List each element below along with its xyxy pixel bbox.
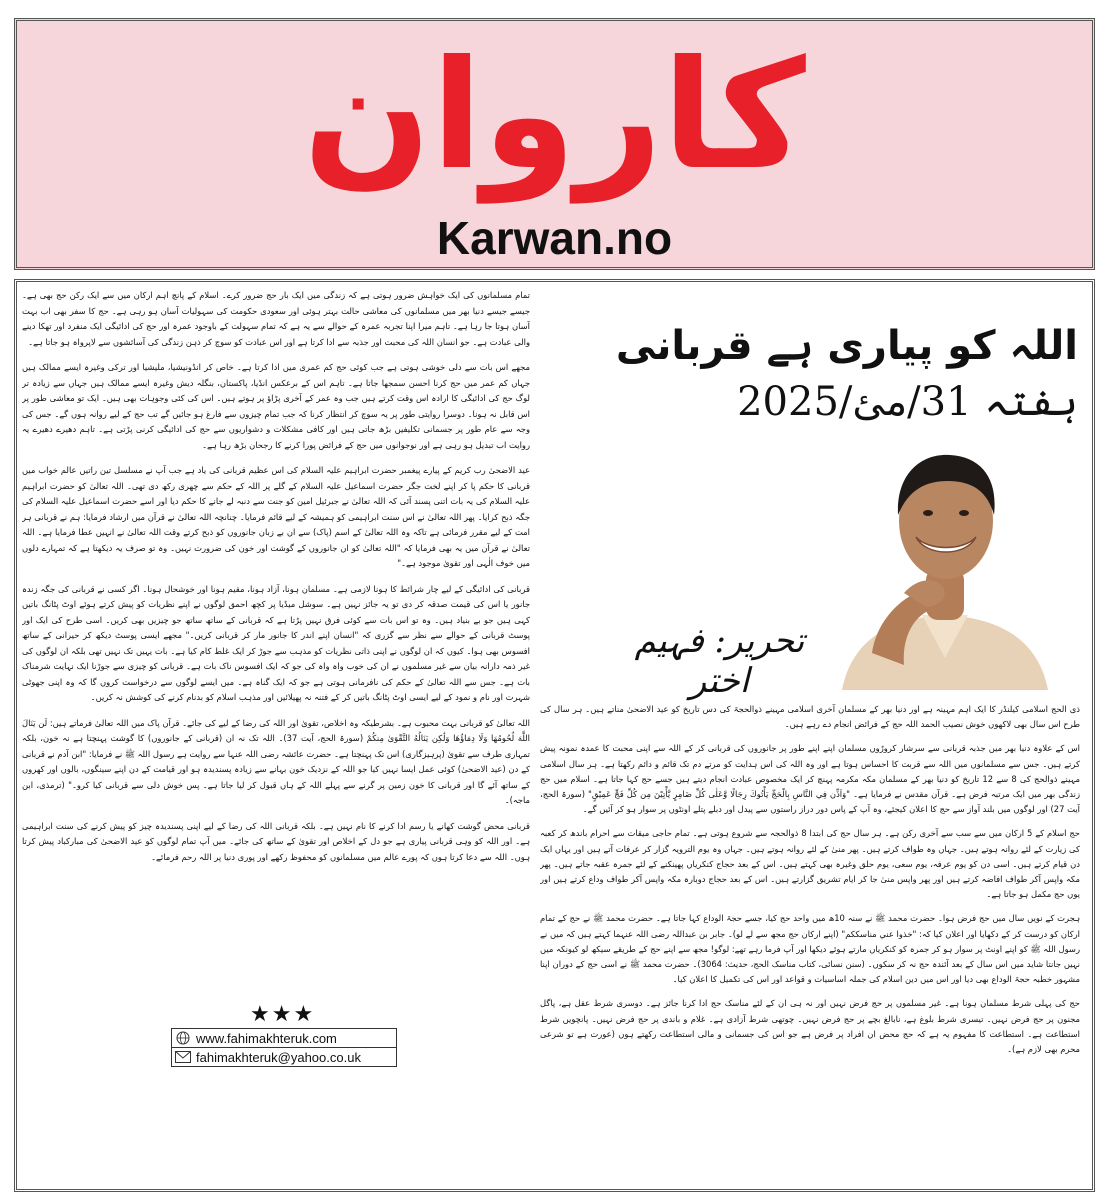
email-row[interactable]: [172, 1047, 396, 1066]
left-paragraph: عید الاضحیٰ رب کریم کے پیارے پیغمبر حضرت ابراہیم علیہ السلام کی اس عظیم قربانی کی یاد ہے جب آپ نے مسلسل تین راتیں عالم خواب میں قربانی کا حکم پا کر اپنے لخت جگر حضرت اسماعیل علیہ السلام کے گلے پر اللہ کے حکم سے چھری رکھ دی تھی۔ اللہ تعالیٰ کو حضرت ابراہیم علیہ السلام کی یہ بات اتنی پسند آئی کہ اللہ تعالیٰ نے جبرئیل امین کو جنت سے دنبہ لے جانے کا حکم دیا اور اسے حضرت اسماعیل علیہ السلام کی جگہ ذبح کرایا۔ پھر اللہ تعالیٰ نے اس سنت ابراہیمی کو ہمیشہ کے لیے قائم فرمایا۔ چنانچہ اللہ تعالیٰ نے قرآن میں ارشاد فرمایا: ہم نے قربانی ہر امت کے لیے مقرر فرمائی ہے تاکہ وہ اللہ تعالیٰ کے اسم (پاک) سے ان بے زبان جانوروں کو ذبح کرتے وقت اللہ تعالیٰ نے انہیں عطا فرمایا ہے۔ اللہ تعالیٰ نے قرآن میں یہ بھی فرمایا کہ "اللہ تعالیٰ کو ان جانوروں کے گوشت اور خون کی ضرورت نہیں۔ وہ تو صرف یہ دیکھتا ہے کہ تمہارے دلوں میں خوف الٰہی اور تقویٰ موجود ہے۔": [22, 465, 530, 568]
title-block: [538, 318, 1078, 430]
left-column: [22, 288, 530, 1088]
left-paragraph: تمام مسلمانوں کی ایک خواہش ضرور ہوتی ہے کہ زندگی میں ایک بار حج ضرور کرے۔ اسلام کے پانچ اہم ارکان میں سے ایک رکن حج بھی ہے۔ جیسے جیسے دنیا بھر میں مسلمانوں کی معاشی حالت بہتر ہوئی اور سعودی حکومت کی سہولیات آسان ہو رہی ہے۔ حج کا سفر بھی اب بہت آسان ہوتا جا رہا ہے۔ تاہم میرا اپنا تجربہ عمرہ کے حوالے سے یہ ہے کہ تمام سہولت کے باوجود عمرہ اور حج کی ادائیگی ایک منفرد اور تھکا دینے والی عبادت ہے۔ جو انسان اللہ کی محبت اور جذبہ سے ادا کرتا ہے اور اس عبادت کو سوچ کر ذہن زندگی کی آسائشوں سے لاپرواہ ہو جاتا ہے۔: [22, 290, 530, 347]
right-paragraph: ذی الحج اسلامی کیلنڈر کا ایک اہم مہینہ ہے اور دنیا بھر کے مسلمان آخری اسلامی مہینے ذوالحجۃ کی دس تاریخ کو عید الاضحیٰ مناتے ہیں۔ ہر سال کی طرح اس سال بھی لاکھوں خوش نصیب الحمد اللہ حج کے فرائض انجام دے رہے ہیں۔: [540, 704, 1080, 730]
right-paragraph: ہجرت کے نویں سال میں حج فرض ہوا۔ حضرت محمد ﷺ نے سنہ 10ھ میں واحد حج کیا، جسے حجۃ الوداع کہا جاتا ہے۔ حضرت محمد ﷺ نے حج کے تمام ارکان کو درست کر کے دکھایا اور اعلان کیا کہ: "خذوا عني مناسككم" (اپنے ارکان حج مجھ سے لے لو)۔ جابر بن عبداللہ رضی اللہ عنہما کہتے ہیں کہ میں نے رسول اللہ ﷺ کو اپنے اونٹ پر سوار ہو کر جمرہ کو کنکریاں مارتے ہوئے دیکھا اور آپ فرما رہے تھے: لوگو! مجھ سے اپنے حج کے طریقے سیکھ لو کیونکہ میں نہیں جانتا شاید میں اس سال کے بعد آئندہ حج نہ کر سکوں۔ (سنن نسائی، کتاب مناسک الحج، حدیث: 3064)۔ حضرت محمد ﷺ نے اسی حج کے دوران اپنا مشہور خطبہ حجۃ الوداع بھی دیا اور اس میں دین اسلام کی جملہ اساسیات و قواعد اور اس کی تکمیل کا اعلان کیا۔: [540, 913, 1080, 985]
right-paragraph: اس کے علاوہ دنیا بھر میں جذبہ قربانی سے سرشار کروڑوں مسلمان اپنے اپنے طور پر جانوروں کی قربانی کر کے اللہ سے اپنی محبت کا عمدہ نمونہ پیش کرتے ہیں۔ جس سے مسلمانوں میں اللہ سے قربت کا احساس ہوتا ہے اور وہ اللہ کی اس ہدایت کو مرتے دم تک قائم و دائم رکھتا ہے۔ ہر سال اسلامی مہینے ذوالحج کی 8 سے 12 تاریخ کو دنیا بھر کے مسلمان مکہ مکرمہ پہنچ کر ایک مخصوص عبادت انجام دیتے ہیں جسے حج کہا جاتا ہے۔ اسلام میں حج زندگی بھر میں ایک مرتبہ فرض ہے۔ قرآن مقدس نے فرمایا ہے۔ "وَاَذِّن فِي النَّاسِ بِالْحَجِّ يَأْتُوكَ رِجَالًا وَّعَلٰى كُلِّ ضَامِرٍ يَّأْتِيْنَ مِن كُلِّ فَجٍّ عَمِيْقٍ" (سورۃ الحج، آیت 27) اور لوگوں میں بلند آواز سے حج کا اعلان کیجئے، وہ آپ کے پاس دور دراز راستوں سے پیدل اور دبلے پتلے اونٹوں پر سوار ہو کر آئیں گے۔: [540, 743, 1080, 815]
masthead-logo: کاروان: [303, 29, 806, 203]
separator-stars: ★★★: [250, 1002, 316, 1027]
right-paragraph: حج کی پہلی شرط مسلمان ہونا ہے۔ غیر مسلموں پر حج فرض نہیں اور نہ ہی ان کے لئے مناسک حج ادا کرنا جائز ہے۔ دوسری شرط عقل ہے، پاگل مجنون پر حج فرض نہیں۔ تیسری شرط بلوغ ہے، نابالغ بچے پر حج فرض نہیں۔ چوتھی شرط آزادی ہے۔ غلام و باندی پر حج فرض نہیں۔ پانچویں شرط استطاعت ہے۔ استطاعت کا مفہوم یہ ہے کہ حج محض ان افراد پر فرض ہے جو اس کی جسمانی و مالی استطاعت رکھتے ہوں (عورت ہے تو شرعی محرم بھی لازم ہے)۔: [540, 998, 1080, 1055]
website-link[interactable]: www.fahimakhteruk.com: [196, 1030, 337, 1046]
email-link[interactable]: fahimakhteruk@yahoo.co.uk: [196, 1049, 361, 1065]
right-paragraph: حج اسلام کے 5 ارکان میں سے سب سے آخری رکن ہے۔ ہر سال حج کی ابتدا 8 ذوالحجہ سے شروع ہوتی ہے۔ تمام حاجی میقات سے احرام باندھ کر کعبہ کی زیارت کے لئے روانہ ہوتے ہیں۔ جہاں وہ طواف کرتے ہیں۔ پھر منیٰ کے لئے روانہ ہوتے ہیں۔ جہاں وہ یوم الترویہ گزار کر عرفات آتے ہیں اور یہاں ایک دن قیام کرتے ہیں۔ اسی دن کو یوم عرفہ، یوم سعی، یوم حلق وغیرہ بھی کہتے ہیں۔ اس کے بعد حجاج کنکریاں پھینکنے کے لئے جمرہ عقبہ جاتے ہیں۔ پھر مکہ واپس آکر طواف افاضہ کرتے ہیں اور پھر واپس منیٰ جا کر ایام تشریق گزارتے ہیں۔ اس کے بعد حجاج دوبارہ مکہ واپس آکر طواف وداع کرتے ہیں اور یوں حج مکمل ہو جاتا ہے۔: [540, 828, 1080, 900]
byline: تحریر: فہیم اختر: [634, 621, 805, 701]
left-paragraph: قربانی محض گوشت کھانے یا رسم ادا کرنے کا نام نہیں ہے۔ بلکہ قربانی اللہ کی رضا کے لیے اپنی پسندیدہ چیز کو پیش کرنے کی سنت ابراہیمی ہے۔ اور اللہ کو وہی قربانی پیاری ہے جو دل کے اخلاص اور تقویٰ کے ساتھ کی جائے۔ میں آپ تمام لوگوں کو عید الاضحیٰ کی مبارکباد پیش کرتا ہوں۔ اللہ سے دعا کرتا ہوں کہ پورے عالم میں مسلمانوں کو محفوظ رکھے اور پوری دنیا پر اللہ رحم فرمائے۔: [22, 820, 530, 862]
article-date: ہفتہ 31/مئ/2025: [737, 379, 1078, 425]
masthead-domain[interactable]: Karwan.no: [436, 212, 673, 264]
left-paragraph: قربانی کی ادائیگی کے لیے چار شرائط کا ہونا لازمی ہے۔ مسلمان ہونا، آزاد ہونا، مقیم ہونا اور خوشحال ہونا۔ اگر کسی نے قربانی کی جگہ زندہ جانور یا اس کی قیمت صدقہ کر دی تو یہ جائز نہیں ہے۔ سوشل میڈیا پر کچھ احمق لوگوں نے اپنے نظریات کو پیش کرتے ہوئے اوٹ پٹانگ باتیں کہی ہیں جو بے بنیاد ہیں۔ وہ تو اس بات سے کوئی فرق نہیں پڑتا ہے کہ قربانی کے ساتھ ساتھ جو چیزیں بھی کریں۔ اسی طرح کی ایک اور پوسٹ قربانی کے حوالے سے نظر سے گزری کہ "انسان اپنے اندر کا جانور مار کر قربانی کریں۔" مجھے ایسی پوسٹ دیکھ کر حیرانی کے ساتھ افسوس بھی ہوا۔ کیوں کہ ان لوگوں نے اپنی ذاتی نظریات کو مذہب سے جوڑ کر ایک غلط کام کیا ہے۔ بات یہیں تک نہیں تھی بلکہ ان لوگوں کی غیر ذمہ دارانہ بیان سے غیر مسلموں نے ان کی خوب واہ واہ کی جو کہ ایک افسوس ناک بات ہے۔ قربانی کو چیزی سے جوڑنا ایک نہایت شرمناک بات ہے۔ جس سے اللہ تعالیٰ کے حکم کی نافرمانی ہوتی ہے جو کہ ایک گناہ ہے۔ میں ایسے لوگوں سے درخواست کروں گا کہ وہ اپنی جھوٹی شہرت اور نام و نمود کے لیے ایسی اوٹ پٹانگ باتیں کر کے فتنہ نہ پھیلائیں اور مذہب اسلام کو بدنام کرنے کی کوشش نہ کریں۔: [22, 583, 530, 702]
article-headline: اللہ کو پیاری ہے قربانی: [615, 323, 1078, 369]
website-row[interactable]: [172, 1029, 396, 1047]
contact-box: [171, 1028, 397, 1067]
left-paragraph: اللہ تعالیٰ کو قربانی بہت محبوب ہے۔ بشرطیکہ وہ اخلاص، تقویٰ اور اللہ کی رضا کے لیے کی جائے۔ قرآن پاک میں اللہ تعالیٰ فرماتے ہیں: لَن يَنَالَ اللَّهَ لُحُومُهَا وَلَا دِمَاؤُهَا وَلَٰكِن يَنَالُهُ التَّقْوَىٰ مِنكُمْ (سورۃ الحج، آیت 37)۔ اللہ تک نہ ان (قربانی کے جانوروں) کا گوشت پہنچتا ہے نہ خون، بلکہ تمہاری طرف سے تقویٰ (پرہیزگاری) اس تک پہنچتا ہے۔ حضرت عائشہ رضی اللہ عنہا سے روایت ہے رسول اللہ ﷺ نے فرمایا: "ابن آدم نے قربانی کے دن (عید الاضحیٰ) کوئی عمل ایسا نہیں کیا جو اللہ کے نزدیک خون بہانے سے زیادہ پسندیدہ ہو اور قیامت کے دن اپنے سینگوں، بالوں اور کھروں کے ساتھ آئے گا اور قربانی کا خون زمین پر گرنے سے پہلے اللہ کے ہاں قبول کر لیا جاتا ہے۔ پس خوش دلی سے قربانی کیا کرو۔" (ترمذی، ابن ماجہ)۔: [22, 717, 530, 805]
globe-icon: [174, 1030, 192, 1046]
envelope-icon: [174, 1049, 192, 1065]
author-photo: [812, 443, 1078, 690]
right-column: [540, 702, 1080, 1188]
masthead: [14, 18, 1095, 270]
left-paragraph: مجھے اس بات سے دلی خوشی ہوتی ہے جب کوئی حج کم عمری میں ادا کرتا ہے۔ خاص کر انڈونیشیا، ملیشیا اور ترکی وغیرہ ایسے ممالک ہیں جہاں کم عمر میں حج کرنا احسن سمجھا جاتا ہے۔ تاہم اس کے برعکس انڈیا، پاکستان، بنگلہ دیش وغیرہ ایسے ممالک ہیں جہاں سے زیادہ تر لوگ حج کی ادائیگی کا ارادہ اس وقت کرتے ہیں جب وہ عمر کے آخری پڑاؤ پر ہوتے ہیں۔ اس کی کئی وجوہات بھی ہیں۔ ایک تو معاشی طور پر اس قابل نہ ہونا۔ دوسرا روایتی طور پر یہ سوچ کر انتظار کرنا کہ جب تمام چیزوں سے فارغ ہو جائیں گے تب حج کے لیے روانہ ہوں گے۔ جس کی وجہ سے عام طور پر جسمانی تکلیفیں بڑھ جاتی ہیں اور کافی مشکلات و دشواریوں سے حج کی ادائیگی کرنی پڑتی ہے۔ تاہم دھیرے دھیرے یہ روایت اب تبدیل ہو رہی ہے اور نوجوانوں میں حج کے فرائض پورا کرنے کا رجحان بڑھ رہا ہے۔: [22, 362, 530, 450]
